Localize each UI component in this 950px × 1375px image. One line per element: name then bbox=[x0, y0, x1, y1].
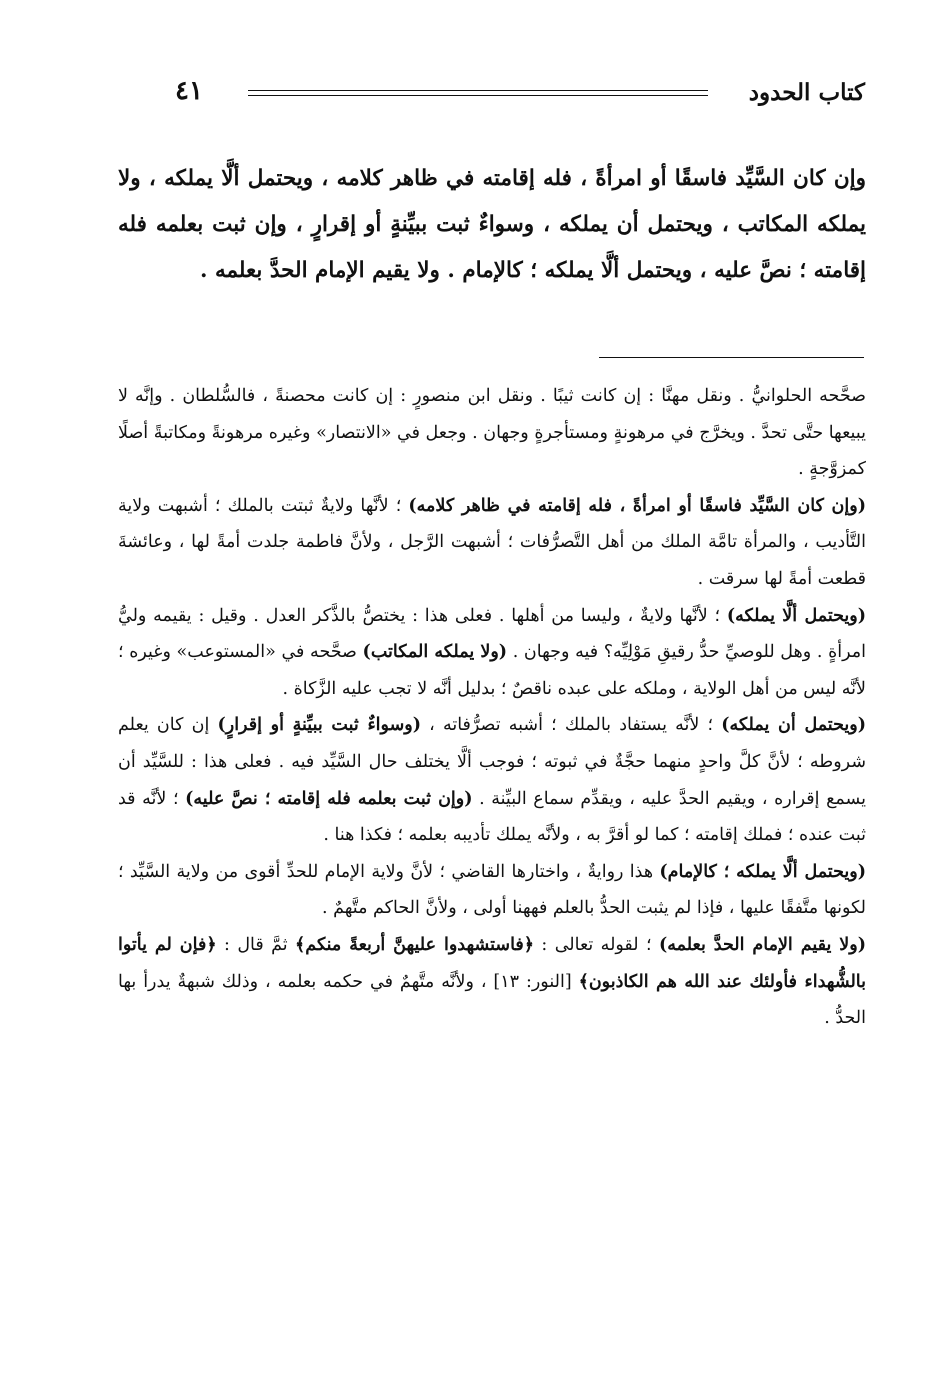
quoted-text: (ولا يملكه المكاتب) bbox=[362, 642, 508, 663]
quoted-text: (ولا يقيم الإمام الحدَّ بعلمه) bbox=[658, 934, 866, 955]
commentary bbox=[118, 378, 866, 1037]
quoted-text: (وإن ثبت بعلمه فله إقامته ؛ نصَّ عليه) bbox=[185, 788, 473, 809]
commentary-text: صحَّحه في «المستوعب» وغيره ؛ لأنَّه ليس من أهل الولاية ، وملكه على عبده ناقصٌ ؛ بدليل أنَّه لا تجب عليه الزَّكاة . bbox=[118, 642, 866, 699]
commentary-paragraph bbox=[118, 854, 866, 927]
commentary-paragraph bbox=[118, 488, 866, 598]
main-text: وإن كان السَّيِّد فاسقًا أو امرأةً ، فله إقامته في ظاهر كلامه ، ويحتمل ألَّا يملكه ، ولا يملكه المكاتب ، ويحتمل أن يملكه ، وسواءٌ ثبت ببيِّنةٍ أو إقرارٍ ، وإن ثبت بعلمه فله إقامته ؛ نصَّ عليه ، ويحتمل ألَّا يملكه ؛ كالإمام . ولا يقيم الإمام الحدَّ بعلمه . bbox=[118, 166, 866, 283]
footnote-separator bbox=[599, 357, 864, 358]
quoted-text: (وسواءٌ ثبت ببيِّنةٍ أو إقرارٍ) bbox=[217, 715, 421, 736]
commentary-text: ؛ لأنَّه قد ثبت عنده ؛ فملك إقامته ؛ كما لو أقرَّ به ، ولأنَّه يملك تأديبه بعلمه ؛ فكذا هنا . bbox=[118, 788, 866, 846]
quoted-text: (وإن كان السَّيِّد فاسقًا أو امرأةً ، فله إقامته في ظاهر كلامه) bbox=[408, 495, 866, 516]
page-number: ٤١ bbox=[175, 76, 203, 106]
quoted-text: (ويحتمل ألَّا يملكه ؛ كالإمام) bbox=[659, 861, 866, 882]
commentary-text: إن كان يعلم شروطه ؛ لأنَّ كلَّ واحدٍ منهما حجَّةٌ في ثبوته ؛ فوجب ألَّا يختلف حال السَّيِّد فيه . فعلى هذا : للسَّيِّد أن يسمع إقراره ، ويقيم الحدَّ عليه ، ويقدِّم سماع البيِّنة . bbox=[118, 715, 866, 809]
commentary-paragraph bbox=[118, 598, 866, 708]
commentary-text: ؛ لأنَّها ولايةٌ ، وليسا من أهلها . فعلى هذا : يختصُّ بالذَّكر العدل . وقيل : يقيمه وليُّ امرأةٍ . وهل للوصيِّ حدُّ رقيقِ مَوْلِيِّه؟ فيه وجهان . bbox=[118, 605, 867, 663]
commentary-text: [النور: ١٣] ، ولأنَّه متَّهمٌ في حكمه بعلمه ، وذلك شبهةٌ يدرأ بها الحدُّ . bbox=[118, 971, 866, 1029]
quoted-text: (ويحتمل ألَّا يملكه) bbox=[726, 605, 866, 626]
commentary-text: ؛ لأنَّه يستفاد بالملك ؛ أشبه تصرُّفاته ، bbox=[420, 715, 722, 736]
chapter-title: كتاب الحدود bbox=[748, 79, 865, 106]
commentary-text: ؛ لأنَّها ولايةٌ ثبتت بالملك ؛ أشبهت ولاية التَّأديب ، والمرأة تامَّة الملك من أهل التَّصرُّفات ؛ أشبهت الرَّجل ، ولأنَّ فاطمة جلدت أمةً لها ، وعائشةَ قطعت أمةً لها سرقت . bbox=[118, 495, 866, 589]
commentary-text: ؛ لقوله تعالى : bbox=[534, 934, 659, 955]
commentary-paragraph: صحَّحه الحلوانيُّ . ونقل مهنَّا : إن كانت ثيبًا . ونقل ابن منصورٍ : إن كانت محصنةً ، فالسُّلطان . وإنَّه لا يبيعها حتَّى تحدَّ . ويخرَّج في مرهونةٍ ومستأجرةٍ وجهان . وجعل في «الانتصار» وغيره مرهونةً ومكاتبةً أصلًا كمزوَّجةٍ . bbox=[118, 386, 866, 480]
commentary-text: ثمَّ قال : bbox=[216, 934, 296, 955]
commentary-paragraph bbox=[118, 707, 866, 853]
quoted-text: (ويحتمل أن يملكه) bbox=[721, 715, 866, 736]
quran-quote: ﴿فإن لم يأتوا بالشُّهداء فأولئك عند الله هم الكاذبون﴾ bbox=[118, 934, 866, 992]
commentary-text: هذا روايةٌ ، واختارها القاضي ؛ لأنَّ ولاية الإمام للحدِّ أقوى من ولاية السَّيِّد ؛ لكونها متَّفقًا عليها ، فإذا لم يثبت الحدُّ بالعلم فههنا أولى ، ولأنَّ الحاكم متَّهمٌ . bbox=[118, 861, 866, 919]
page-header bbox=[120, 76, 865, 116]
quran-quote: ﴿فاستشهدوا عليهنَّ أربعةً منكم﴾ bbox=[295, 934, 535, 955]
header-rule bbox=[248, 90, 708, 96]
commentary-paragraph bbox=[118, 927, 866, 1037]
